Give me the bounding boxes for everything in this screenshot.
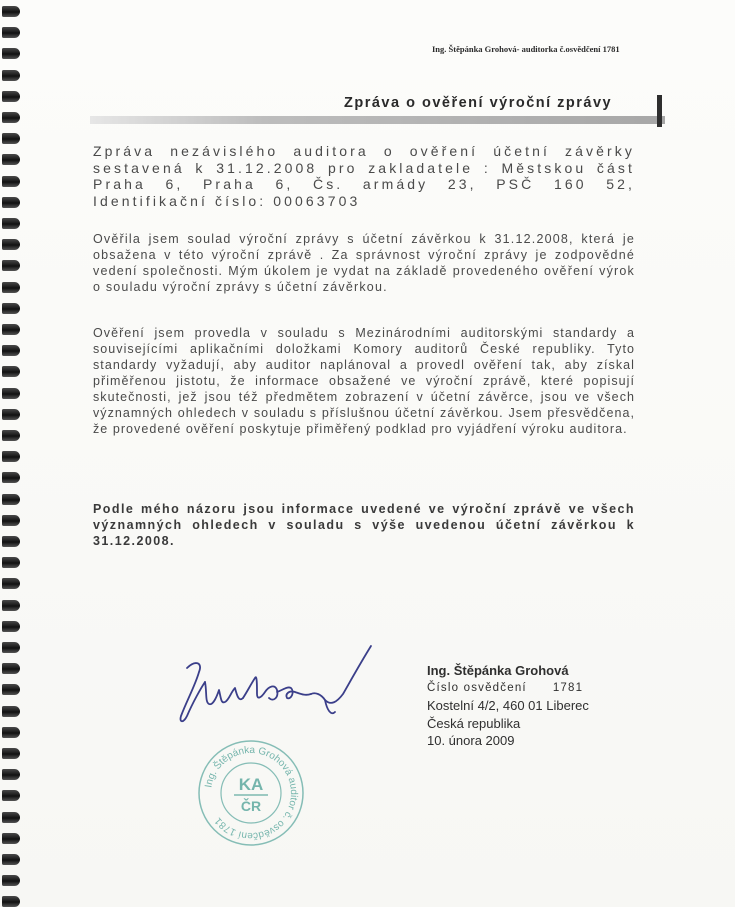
auditor-header-line: Ing. Štěpánka Grohová- auditorka č.osvědčení 1781: [432, 44, 620, 54]
binding-ring: [2, 663, 20, 674]
binding-ring: [2, 451, 20, 462]
stamp-center-top: KA: [238, 775, 264, 794]
signatory-name: Ing. Štěpánka Grohová: [427, 663, 569, 678]
paragraph-opinion: Podle mého názoru jsou informace uvedené ve výroční zprávě ve všech významných ohledech v souladu s výše uvedenou účetní závěrkou k 31.12.2008.: [93, 502, 635, 548]
paragraph-scope: Ověřila jsem soulad výroční zprávy s účetní závěrkou k 31.12.2008, která je obsažena v této výroční zprávě . Za správnost výroční zprávy je zodpovědné vedení společnosti. Mým úkolem je vydat na základě provedeného ověření výrok o souladu výroční zprávy s účetní závěrkou.: [93, 232, 635, 294]
binding-ring: [2, 48, 20, 59]
binding-ring: [2, 494, 20, 505]
binding-ring: [2, 176, 20, 187]
paragraph-intro: Zpráva nezávislého auditora o ověření účetní závěrky sestavená k 31.12.2008 pro zakladatele : Městskou část Praha 6, Praha 6, Čs. armády 23, PSČ 160 52, Identifikační číslo: 00063703: [93, 143, 635, 209]
binding-ring: [2, 366, 20, 377]
binding-ring: [2, 303, 20, 314]
certificate-label: Číslo osvědčení: [427, 681, 527, 694]
binding-ring: [2, 6, 20, 17]
binding-ring: [2, 727, 20, 738]
certificate-line: [427, 680, 627, 698]
binding-ring: [2, 27, 20, 38]
binding-ring: [2, 557, 20, 568]
binding-ring: [2, 748, 20, 759]
binding-ring: [2, 388, 20, 399]
paragraph-standards: Ověření jsem provedla v souladu s Mezinárodními auditorskými standardy a souvisejícími aplikačními doložkami Komory auditorů České republiky. Tyto standardy vyžadují, aby auditor naplánoval a provedl ověření tak, aby získal přiměřenou jistotu, že informace obsažené ve výroční zprávě, které popisují skutečnosti, jež jsou též předmětem zobrazení v účetní závěrce, jsou ve všech významných ohledech v souladu s příslušnou účetní závěrkou. Jsem přesvědčena, že provedené ověření poskytuje přiměřený podklad pro vyjádření výroku auditora.: [93, 326, 635, 436]
binding-ring: [2, 345, 20, 356]
binding-ring: [2, 154, 20, 165]
binding-ring: [2, 91, 20, 102]
signature-block: [427, 662, 627, 750]
handwritten-signature: [165, 640, 385, 740]
binding-ring: [2, 409, 20, 420]
binding-ring: [2, 769, 20, 780]
binding-ring: [2, 896, 20, 907]
binding-ring: [2, 875, 20, 886]
binding-ring: [2, 642, 20, 653]
binding-ring: [2, 70, 20, 81]
binding-ring: [2, 239, 20, 250]
binding-ring: [2, 260, 20, 271]
binding-ring: [2, 536, 20, 547]
binding-ring: [2, 472, 20, 483]
title-end-bar: [657, 95, 662, 127]
binding-ring: [2, 600, 20, 611]
signature-date: 10. února 2009: [427, 733, 515, 748]
binding-ring: [2, 197, 20, 208]
signatory-country: Česká republika: [427, 715, 521, 731]
spiral-binding: [0, 0, 24, 907]
signatory-address: Kostelní 4/2, 460 01 Liberec: [427, 698, 589, 713]
binding-ring: [2, 218, 20, 229]
binding-ring: [2, 790, 20, 801]
binding-ring: [2, 515, 20, 526]
binding-ring: [2, 430, 20, 441]
binding-ring: [2, 324, 20, 335]
binding-ring: [2, 112, 20, 123]
binding-ring: [2, 621, 20, 632]
binding-ring: [2, 833, 20, 844]
certificate-number: 1781: [552, 681, 584, 694]
page-title: Zpráva o ověření výroční zprávy: [344, 95, 613, 111]
binding-ring: [2, 578, 20, 589]
binding-ring: [2, 133, 20, 144]
binding-ring: [2, 684, 20, 695]
auditor-stamp: [196, 738, 306, 848]
binding-ring: [2, 706, 20, 717]
binding-ring: [2, 854, 20, 865]
title-underline-bar: [90, 116, 665, 124]
stamp-center-bottom: ČR: [240, 798, 262, 814]
binding-ring: [2, 282, 20, 293]
stamp-ring-text: Ing. Štěpánka Grohová auditor č. osvědčení 1781: [203, 744, 300, 842]
binding-ring: [2, 812, 20, 823]
